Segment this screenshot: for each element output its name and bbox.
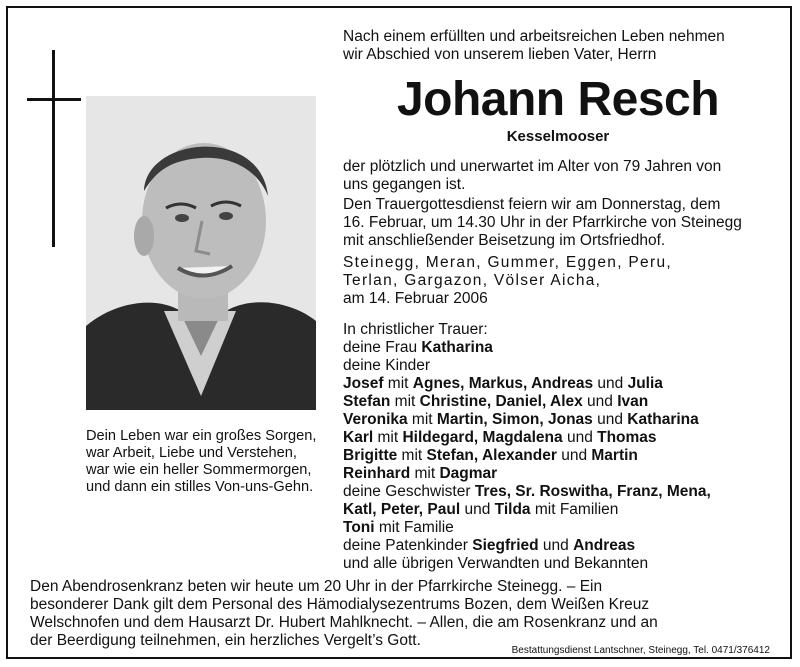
mourner-name: Julia (627, 375, 663, 392)
mourner-line (343, 483, 783, 501)
deceased-name: Johann Resch (396, 73, 720, 126)
closing-line: Den Abendrosenkranz beten wir heute um 20 Uhr in der Pfarrkirche Steinegg. – Ein (30, 578, 603, 595)
service-line: mit anschließender Beisetzung im Ortsfriedhof. (343, 232, 666, 249)
mourner-text: mit Familie (374, 519, 454, 536)
mourner-name: Andreas (573, 537, 636, 554)
mourner-text: und (592, 411, 628, 428)
mourner-name: Martin, Simon, Jonas (436, 411, 593, 428)
verse-line: und dann ein stilles Von-uns-Gehn. (86, 479, 314, 495)
verse (86, 428, 326, 496)
mourner-text: und alle übrigen Verwandten und Bekannten (343, 555, 649, 572)
mourner-text: mit (410, 465, 440, 482)
cross-vertical-bar (52, 50, 55, 247)
mourner-name: Hildegard, Magdalena (402, 429, 563, 446)
mourner-name: Thomas (597, 429, 657, 446)
portrait-photo (86, 96, 316, 410)
cross-horizontal-bar (27, 98, 81, 101)
mourner-text: und (556, 447, 592, 464)
mourners-list (343, 321, 783, 573)
mourner-name: Reinhard (343, 465, 411, 482)
mourner-name: Stefan (343, 393, 391, 410)
mourner-name: Katharina (627, 411, 699, 428)
mourner-text: und (460, 501, 495, 518)
mourner-name: Ivan (617, 393, 649, 410)
intro-line: wir Abschied von unserem lieben Vater, Herrn (343, 46, 657, 63)
service-line: 16. Februar, um 14.30 Uhr in der Pfarrkirche von Steinegg (343, 214, 742, 231)
mourner-text: und (562, 429, 598, 446)
mourner-line (343, 465, 783, 483)
mourner-text: deine Kinder (343, 357, 431, 374)
service-line: Den Trauergottesdienst feiern wir am Donnerstag, dem (343, 196, 721, 213)
closing-text (30, 578, 770, 650)
portrait-illustration (86, 96, 316, 410)
funeral-service-credit: Bestattungsdienst Lantschner, Steinegg, Tel. 0471/376412 (511, 645, 770, 656)
mourner-text: mit (397, 447, 427, 464)
mourner-line (343, 321, 783, 339)
mourner-text: deine Patenkinder (343, 537, 473, 554)
mourner-line (343, 537, 783, 555)
verse-line: war Arbeit, Liebe und Verstehen, (86, 445, 297, 461)
places-line: Steinegg, Meran, Gummer, Eggen, Peru, (343, 254, 672, 271)
places-line: Terlan, Gargazon, Völser Aicha, (343, 272, 602, 289)
intro-text (343, 28, 783, 64)
mourner-name: Martin (591, 447, 638, 464)
mourner-text: deine Frau (343, 339, 422, 356)
deceased-nickname: Kesselmooser (506, 128, 610, 145)
mourner-line (343, 393, 783, 411)
mourner-text: mit (383, 375, 413, 392)
mourner-name: Christine, Daniel, Alex (419, 393, 583, 410)
mourner-name: Agnes, Markus, Andreas (412, 375, 594, 392)
mourner-name: Karl (343, 429, 374, 446)
passing-line: der plötzlich und unerwartet im Alter von 79 Jahren von (343, 158, 722, 175)
closing-line: Welschnofen und dem Hausarzt Dr. Hubert Mahlknecht. – Allen, die am Rosenkranz und an (30, 614, 658, 631)
mourner-name: Josef (343, 375, 384, 392)
places (343, 254, 783, 290)
passing-line: uns gegangen ist. (343, 176, 466, 193)
mourner-name: Toni (343, 519, 375, 536)
mourner-name: Brigitte (343, 447, 398, 464)
mourner-line (343, 339, 783, 357)
mourner-name: Siegfried (472, 537, 539, 554)
verse-line: Dein Leben war ein großes Sorgen, (86, 428, 317, 444)
mourner-line (343, 447, 783, 465)
mourner-name: Katl, Peter, Paul (343, 501, 461, 518)
closing-line: besonderer Dank gilt dem Personal des Hämodialysezentrums Bozen, dem Weißen Kreuz (30, 596, 650, 613)
mourner-line (343, 555, 783, 573)
mourner-line (343, 429, 783, 447)
mourner-text: mit (390, 393, 420, 410)
mourner-line (343, 357, 783, 375)
service-text (343, 196, 783, 250)
mourner-line (343, 519, 783, 537)
mourner-name: Dagmar (439, 465, 498, 482)
verse-line: war wie ein heller Sommermorgen, (86, 462, 312, 478)
mourner-name: Stefan, Alexander (426, 447, 557, 464)
mourner-line (343, 501, 783, 519)
mourner-text: und (582, 393, 618, 410)
mourner-text: mit Familien (530, 501, 619, 518)
mourner-name: Tilda (494, 501, 531, 518)
mourner-text: deine Geschwister (343, 483, 475, 500)
mourner-line (343, 375, 783, 393)
passing-text (343, 158, 783, 194)
mourner-name: Tres, Sr. Roswitha, Franz, Mena, (474, 483, 711, 500)
mourner-text: mit (373, 429, 403, 446)
mourner-text: In christlicher Trauer: (343, 321, 488, 338)
notice-date: am 14. Februar 2006 (343, 290, 488, 307)
mourner-text: mit (407, 411, 437, 428)
intro-line: Nach einem erfüllten und arbeitsreichen Leben nehmen (343, 28, 725, 45)
mourner-text: und (593, 375, 628, 392)
mourner-line (343, 411, 783, 429)
mourner-name: Katharina (421, 339, 493, 356)
mourner-text: und (538, 537, 574, 554)
mourner-name: Veronika (343, 411, 408, 428)
closing-line: der Beerdigung teilnehmen, ein herzliches Vergelt’s Gott. (30, 632, 421, 649)
